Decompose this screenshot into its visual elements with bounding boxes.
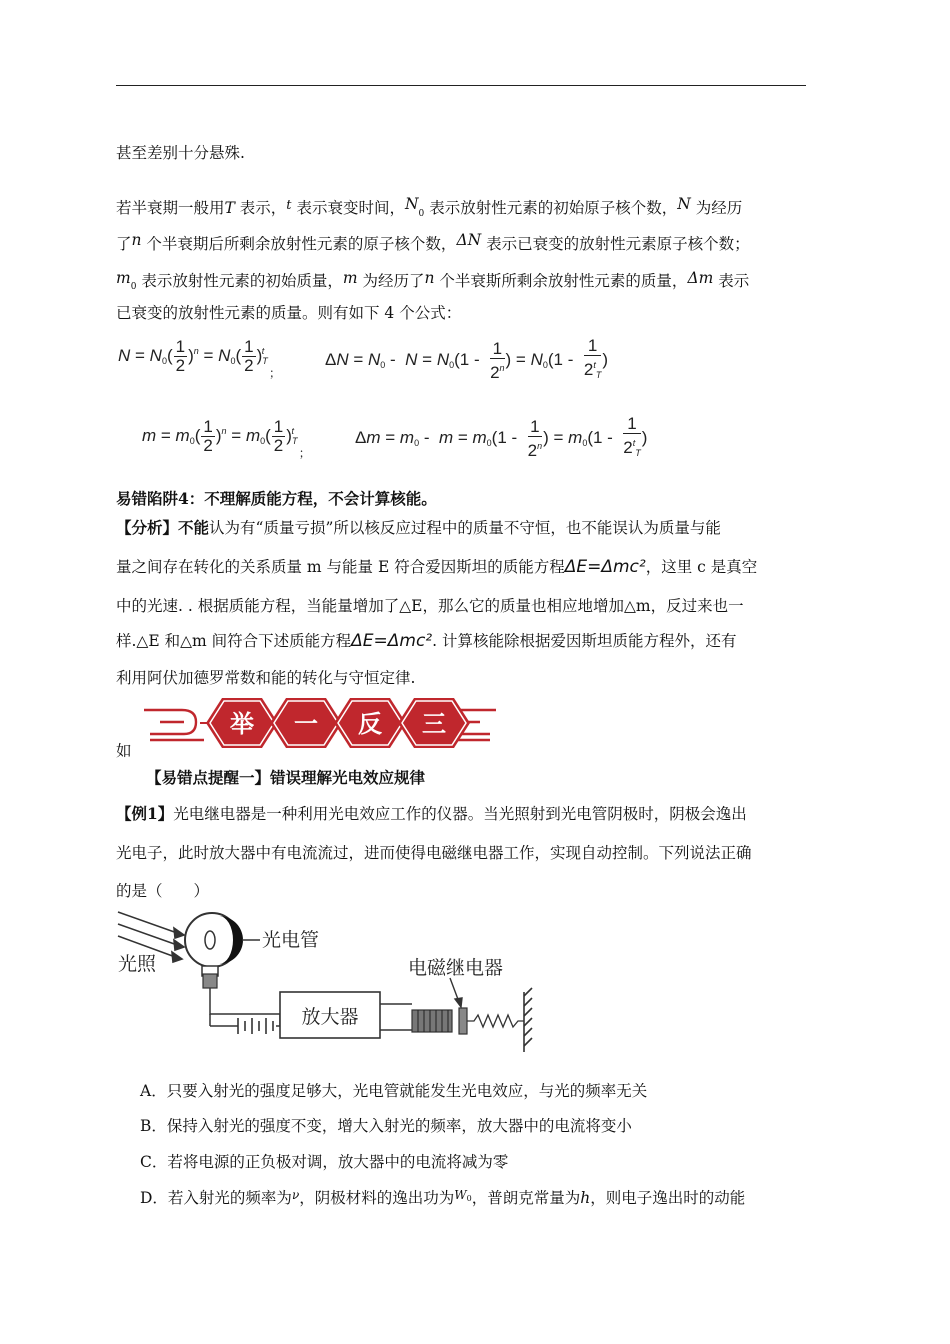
header-rule bbox=[116, 85, 806, 86]
banner-char-2: 一 bbox=[294, 710, 318, 738]
trap-title: 易错陷阱4：不理解质能方程，不会计算核能。 bbox=[116, 489, 437, 508]
relay-pointer bbox=[450, 978, 462, 1007]
paragraph-2-line-3: $m_0$ 表示放射性元素的初始质量，m 为经历了n 个半衰斯所剩余放射性元素的质量，Δm 表示 bbox=[116, 269, 750, 292]
formula-delta-N: $\Delta N = N_0 - N = N_0(1$ - $\frac{1}{2^n}$ ) = $N_0(1$ - $\frac{1}{2^t_T}$ ) bbox=[325, 336, 608, 382]
example-line-3: 的是（ ） bbox=[116, 882, 210, 900]
phototube-icon bbox=[185, 913, 243, 988]
analysis-line-1: 【分析】不能认为有“质量亏损”所以核反应过程中的质量不守恒，也不能误认为质量与能 bbox=[116, 518, 721, 537]
wall-icon bbox=[524, 988, 532, 1052]
battery-icon bbox=[238, 1018, 273, 1034]
option-d: D．若入射光的频率为$^\nu$，阴极材料的逸出功为$^{W0}$，普朗克常量为h，则电子逸出时的动能 bbox=[140, 1188, 746, 1207]
tube-label: 光电管 bbox=[262, 929, 320, 951]
amplifier-label: 放大器 bbox=[301, 1006, 359, 1028]
banner-char-1: 举 bbox=[230, 710, 254, 738]
paragraph-1: 甚至差别十分悬殊. bbox=[116, 144, 245, 162]
paragraph-2-line-1: 若半衰期一般用T 表示，$^t$ 表示衰变时间，$N_0$ 表示放射性元素的初始原子核个数，N 为经历 bbox=[116, 195, 743, 219]
relay-label: 电磁继电器 bbox=[408, 957, 504, 979]
analysis-line-5: 利用阿伏加德罗常数和能的转化与守恒定律. bbox=[116, 669, 416, 687]
formula-delta-m: $\Delta m = m_0 - m = m_0(1$ - $\frac{1}{2^n}$ ) = $m_0(1$ - $\frac{1}{2^t_T}$ ) bbox=[355, 414, 648, 460]
analysis-line-4: 样.△E 和△m 间符合下述质能方程ΔE=Δmc². 计算核能除根据爱因斯坦质能方程外，还有 bbox=[116, 631, 737, 651]
circuit-wires bbox=[210, 988, 280, 1026]
banner-prefix: 如 bbox=[116, 742, 132, 760]
option-b: B．保持入射光的强度不变，增大入射光的频率，放大器中的电流将变小 bbox=[140, 1117, 632, 1135]
photoelectric-relay-figure bbox=[112, 904, 552, 1056]
mass-energy-equation-2: ΔE=Δmc² bbox=[351, 631, 433, 651]
paragraph-2-line-4: 已衰变的放射性元素的质量。则有如下 4 个公式： bbox=[116, 304, 462, 322]
paragraph-2-line-2: 了n 个半衰期后所剩余放射性元素的原子核个数，ΔN 表示已衰变的放射性元素原子核个数； bbox=[116, 231, 750, 253]
reminder-title: 【易错点提醒一】错误理解光电效应规律 bbox=[146, 768, 426, 787]
formula-m: $m = m_0$( $\frac{1}{2}$ )$^n = m_0$( $\frac{1}{2}$ )$_T^t$ $_;$ bbox=[142, 417, 311, 460]
light-label: 光照 bbox=[118, 953, 157, 975]
option-c: C．若将电源的正负极对调，放大器中的电流将减为零 bbox=[140, 1153, 509, 1171]
formula-N: $N = N_0$( $\frac{1}{2}$ )$^n = N_0$( $\frac{1}{2}$ )$_T^t$ $_;$ bbox=[118, 337, 282, 380]
left-cloud-icon bbox=[144, 710, 204, 740]
analysis-line-3: 中的光速. . 根据质能方程，当能量增加了△E，那么它的质量也相应地增加△m，反过来也一 bbox=[116, 597, 744, 615]
example-line-2: 光电子，此时放大器中有电流流过，进而使得电磁继电器工作，实现自动控制。下列说法正确 bbox=[116, 844, 752, 862]
banner-char-3: 反 bbox=[358, 710, 382, 738]
option-a: A．只要入射光的强度足够大，光电管就能发生光电效应，与光的频率无关 bbox=[140, 1082, 648, 1100]
example-line-1: 【例1】光电继电器是一种利用光电效应工作的仪器。当光照射到光电管阴极时，阴极会逸出 bbox=[116, 804, 747, 823]
analysis-line-2: 量之间存在转化的关系质量 m 与能量 E 符合爱因斯坦的质能方程ΔE=Δmc²，这里 c 是真空 bbox=[116, 557, 758, 577]
spring-icon bbox=[467, 1015, 524, 1027]
mass-energy-equation: ΔE=Δmc² bbox=[564, 557, 646, 577]
banner-char-4: 三 bbox=[422, 710, 446, 738]
relay-coil-icon bbox=[412, 1008, 467, 1034]
banner-graphic bbox=[140, 692, 500, 754]
